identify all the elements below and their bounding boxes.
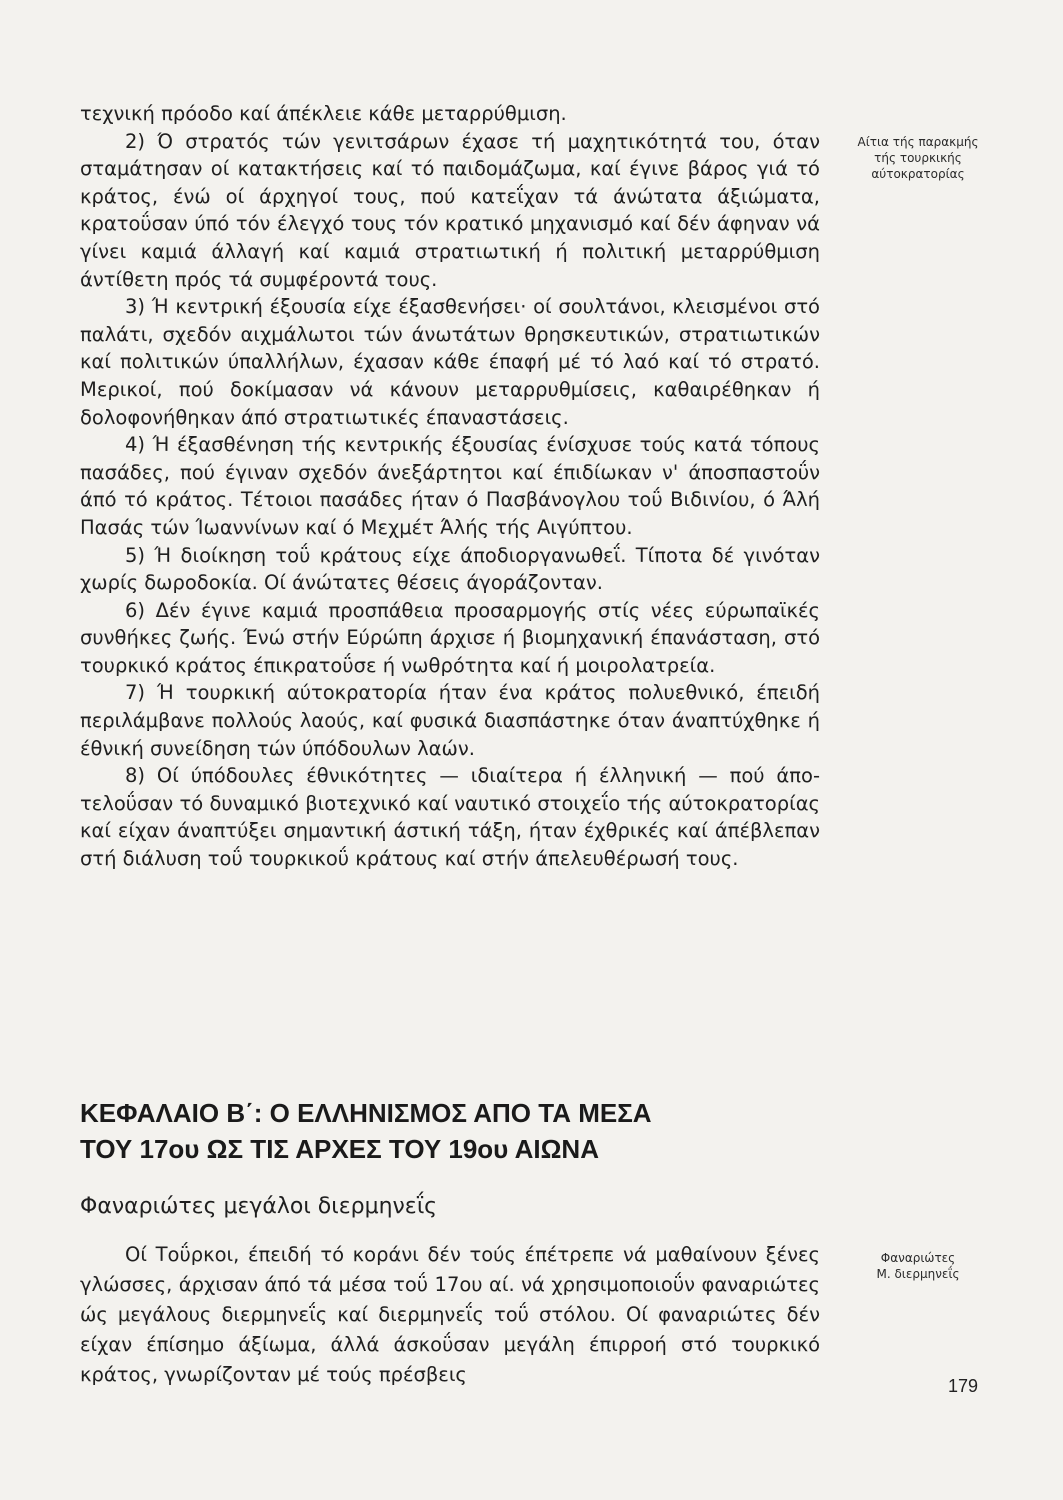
- paragraph: 8) Οί ύπόδουλες έθνικότητες — ιδιαίτερα ή έλληνική — πού άποτελοΰσαν τό δυναμικό βιοτεχνικό καί ναυτικό στοιχεΐο τής αύτοκρατορίας καί είχαν άναπτύξει σημαντική άστική τάξη, ήταν έχθρικές καί άπέβλεπαν στή διάλυση τοΰ τουρκικοΰ κράτους καί στήν άπελευθέρωσή τους.: [80, 764, 820, 871]
- margin-note-line: αύτοκρατορίας: [871, 167, 965, 181]
- paragraph: 3) Ή κεντρική έξουσία είχε έξασθενήσει· οί σουλτάνοι, κλεισμένοι στό παλάτι, σχεδόν αιχμάλωτοι τών άνωτάτων θρησκευτικών, στρατιωτικών καί πολιτικών ύπαλλήλων, έχασαν κάθε έπαφή μέ τό λαό καί τό στρατό. Μερικοί, πού δοκίμασαν νά κάνουν μεταρρυθμίσεις, καθαιρέθηκαν ή δολοφονήθηκαν άπό στρατιωτικές έπαναστάσεις.: [80, 295, 820, 429]
- chapter-heading-line: ΤΟΥ 17ου ΩΣ ΤΙΣ ΑΡΧΕΣ ΤΟΥ 19ου ΑΙΩΝΑ: [80, 1134, 599, 1164]
- page-number: 179: [948, 1376, 979, 1396]
- section-text: [80, 1240, 820, 1390]
- margin-note-line: Φαναριώτες: [880, 1251, 956, 1265]
- paragraph: 5) Ή διοίκηση τοΰ κράτους είχε άποδιοργανωθεΐ. Τίποτα δέ γινόταν χωρίς δωροδοκία. Οί άνώτατες θέσεις άγοράζονταν.: [80, 543, 820, 595]
- section-title: Φαναριώτες μεγάλοι διερμηνεΐς: [80, 1194, 438, 1219]
- paragraph: 2) Ό στρατός τών γενιτσάρων έχασε τή μαχητικότητά του, όταν σταμάτησαν οί κατακτήσεις καί τό παιδομάζωμα, καί έγινε βάρος γιά τό κράτος, ένώ οί άρχηγοί τους, πού κατεΐχαν τά άνώτατα άξιώματα, κρατοΰσαν ύπό τόν έλεγχό τους τόν κρατικό μηχανισμό καί δέν άφηναν νά γίνει καμιά άλλαγή καί καμιά στρατιωτική ή πολιτική μεταρρύθμιση άντίθετη πρός τά συμφέροντά τους.: [80, 129, 820, 291]
- paragraph: 7) Ή τουρκική αύτοκρατορία ήταν ένα κράτος πολυεθνικό, έπειδή περιλάμβανε πολλούς λαούς, καί φυσικά διασπάστηκε όταν άναπτύχθηκε ή έθνική συνείδηση τών ύπόδουλων λαών.: [80, 681, 820, 760]
- paragraph: Οί Τοΰρκοι, έπειδή τό κοράνι δέν τούς έπέτρεπε νά μαθαίνουν ξένες γλώσσες, άρχισαν άπό τά μέσα τοΰ 17ου αί. νά χρησιμοποιοΰν φαναριώτες ώς μεγάλους διερμηνεΐς καί διερμηνεΐς τοΰ στόλου. Οί φαναριώτες δέν είχαν έπίσημο άξίωμα, άλλά άσκοΰσαν μεγάλη έπιρροή στό τουρκικό κράτος, γνωρίζονταν μέ τούς πρέσβεις: [80, 1243, 820, 1386]
- paragraph: 6) Δέν έγινε καμιά προσπάθεια προσαρμογής στίς νέες εύρωπαϊκές συνθήκες ζωής. Ένώ στήν Εύρώπη άρχισε ή βιομηχανική έπανάσταση, στό τουρκικό κράτος έπικρατοΰσε ή νωθρότητα καί ή μοιρολατρεία.: [80, 598, 820, 677]
- margin-note-line: τής τουρκικής: [874, 151, 962, 165]
- paragraph: 4) Ή έξασθένηση τής κεντρικής έξουσίας ένίσχυσε τούς κατά τόπους πασάδες, πού έγιναν σχεδόν άνεξάρτητοι καί έπιδίωκαν ν' άποσπαστοΰν άπό τό κράτος. Τέτοιοι πασάδες ήταν ό Πασβάνογλου τοΰ Βιδινίου, ό Άλή Πασάς τών Ίωαννίνων καί ό Μεχμέτ Άλής τής Αιγύπτου.: [80, 433, 820, 539]
- chapter-heading: [80, 1095, 820, 1167]
- margin-note-phanariots: [838, 1250, 998, 1282]
- margin-note-causes: [838, 134, 998, 182]
- margin-note-line: Μ. διερμηνεΐς: [876, 1267, 960, 1281]
- margin-note-line: Αίτια τής παρακμής: [857, 135, 979, 149]
- chapter-heading-line: ΚΕΦΑΛΑΙΟ Β΄: Ο ΕΛΛΗΝΙΣΜΟΣ ΑΠΟ ΤΑ ΜΕΣΑ: [80, 1098, 652, 1128]
- main-text: [80, 100, 820, 873]
- paragraph: τεχνική πρόοδο καί άπέκλειε κάθε μεταρρύθμιση.: [80, 102, 567, 125]
